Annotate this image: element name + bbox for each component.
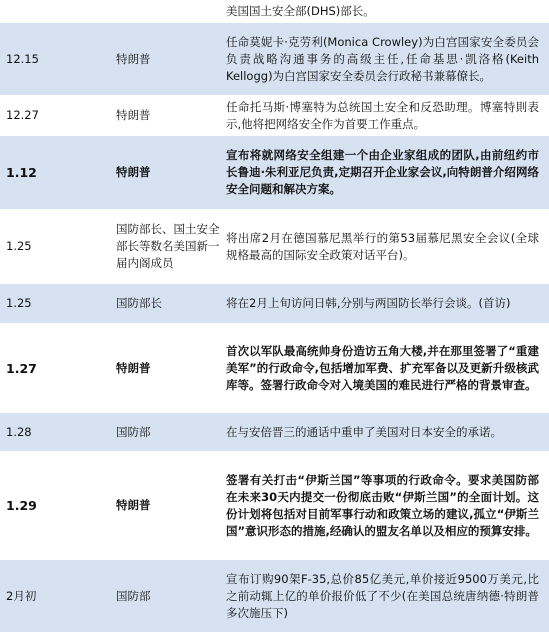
date-cell: 1.27 (6, 360, 37, 376)
table-row (0, 96, 549, 136)
table-row (0, 23, 549, 96)
person-cell: 特朗普 (116, 165, 151, 179)
person-cell: 国防部长、国土安全部长等数名美国新一届内阁成员 (116, 222, 220, 270)
table-row (0, 413, 549, 452)
date-cell: 1.25 (6, 296, 32, 310)
event-cell: 将在2月上旬访问日韩,分别与两国防长举行会谈。(首访) (226, 296, 511, 310)
event-cell: 将出席2月在德国慕尼黑举行的第53届慕尼黑安全会议(全球规格最高的国际安全政策对话平台)。 (226, 230, 539, 262)
person-cell: 特朗普 (116, 498, 151, 512)
event-cell: 首次以军队最高统帅身份造访五角大楼,并在那里签署了“重建美军”的行政命令,包括增加军费、扩充军备以及更新升级核武库等。签署行政命令对入境美国的难民进行严格的背景审查。 (226, 343, 539, 392)
event-cell: 任命托马斯·博塞特为总统国土安全和反恐助理。博塞特則表示,他将把网络安全作为首要工作重点。 (226, 99, 539, 131)
event-cell: 宣布将就网络安全组建一个由企业家组成的团队,由前纽约市长鲁迪·朱利亚尼负责,定期召开企业家会议,向特朗普介绍网络安全问题和解决方案。 (226, 148, 539, 196)
table-row (0, 452, 549, 560)
table-row (0, 0, 549, 23)
person-cell: 国防部长 (116, 296, 162, 310)
table-row (0, 210, 549, 284)
date-cell: 12.27 (6, 108, 39, 122)
person-cell: 国防部 (116, 424, 151, 439)
date-cell: 1.29 (6, 498, 37, 513)
person-cell: 国防部 (116, 588, 151, 603)
date-cell (0, 0, 110, 22)
table-row (0, 560, 549, 633)
event-cell: 宣布订购90架F-35,总价85亿美元,单价接近9500万美元,比之前动辄上亿的单价报价低了不少(在美国总统唐纳德·特朗普多次施压下) (226, 571, 539, 620)
table-row (0, 324, 549, 413)
date-cell: 1.28 (6, 424, 32, 439)
date-cell: 2月初 (6, 588, 37, 603)
date-cell: 1.12 (6, 165, 37, 180)
event-cell: 签署有关打击“伊斯兰国”等事项的行政命令。要求美国防部在未来30天内提交一份彻底击败“伊斯兰国”的全面计划。这份计划将包括对目前军事行动和政策立场的建议,孤立“伊斯兰国”意识形态的措施,经确认的盟友名单以及相应的预算安排。 (226, 472, 539, 538)
event-cell: 在与安倍晋三的通话中重申了美国对日本安全的承诺。 (226, 424, 502, 439)
event-cell: 美国国土安全部(DHS)部长。 (226, 3, 375, 18)
person-cell: 特朗普 (116, 51, 151, 66)
table-row (0, 136, 549, 210)
person-cell: 特朗普 (116, 360, 151, 375)
date-cell: 1.25 (6, 239, 32, 253)
date-cell: 12.15 (6, 51, 39, 66)
event-cell: 任命莫妮卡·克劳利(Monica Crowley)为白宫国家安全委员会负责战略沟通事务的高级主任,任命基思·凯洛格(Keith Kellogg)为白宫国家安全委员会行政秘书兼幕僚长。 (226, 34, 539, 83)
person-cell: 特朗普 (116, 108, 151, 122)
person-cell (110, 0, 220, 22)
table-row (0, 284, 549, 324)
